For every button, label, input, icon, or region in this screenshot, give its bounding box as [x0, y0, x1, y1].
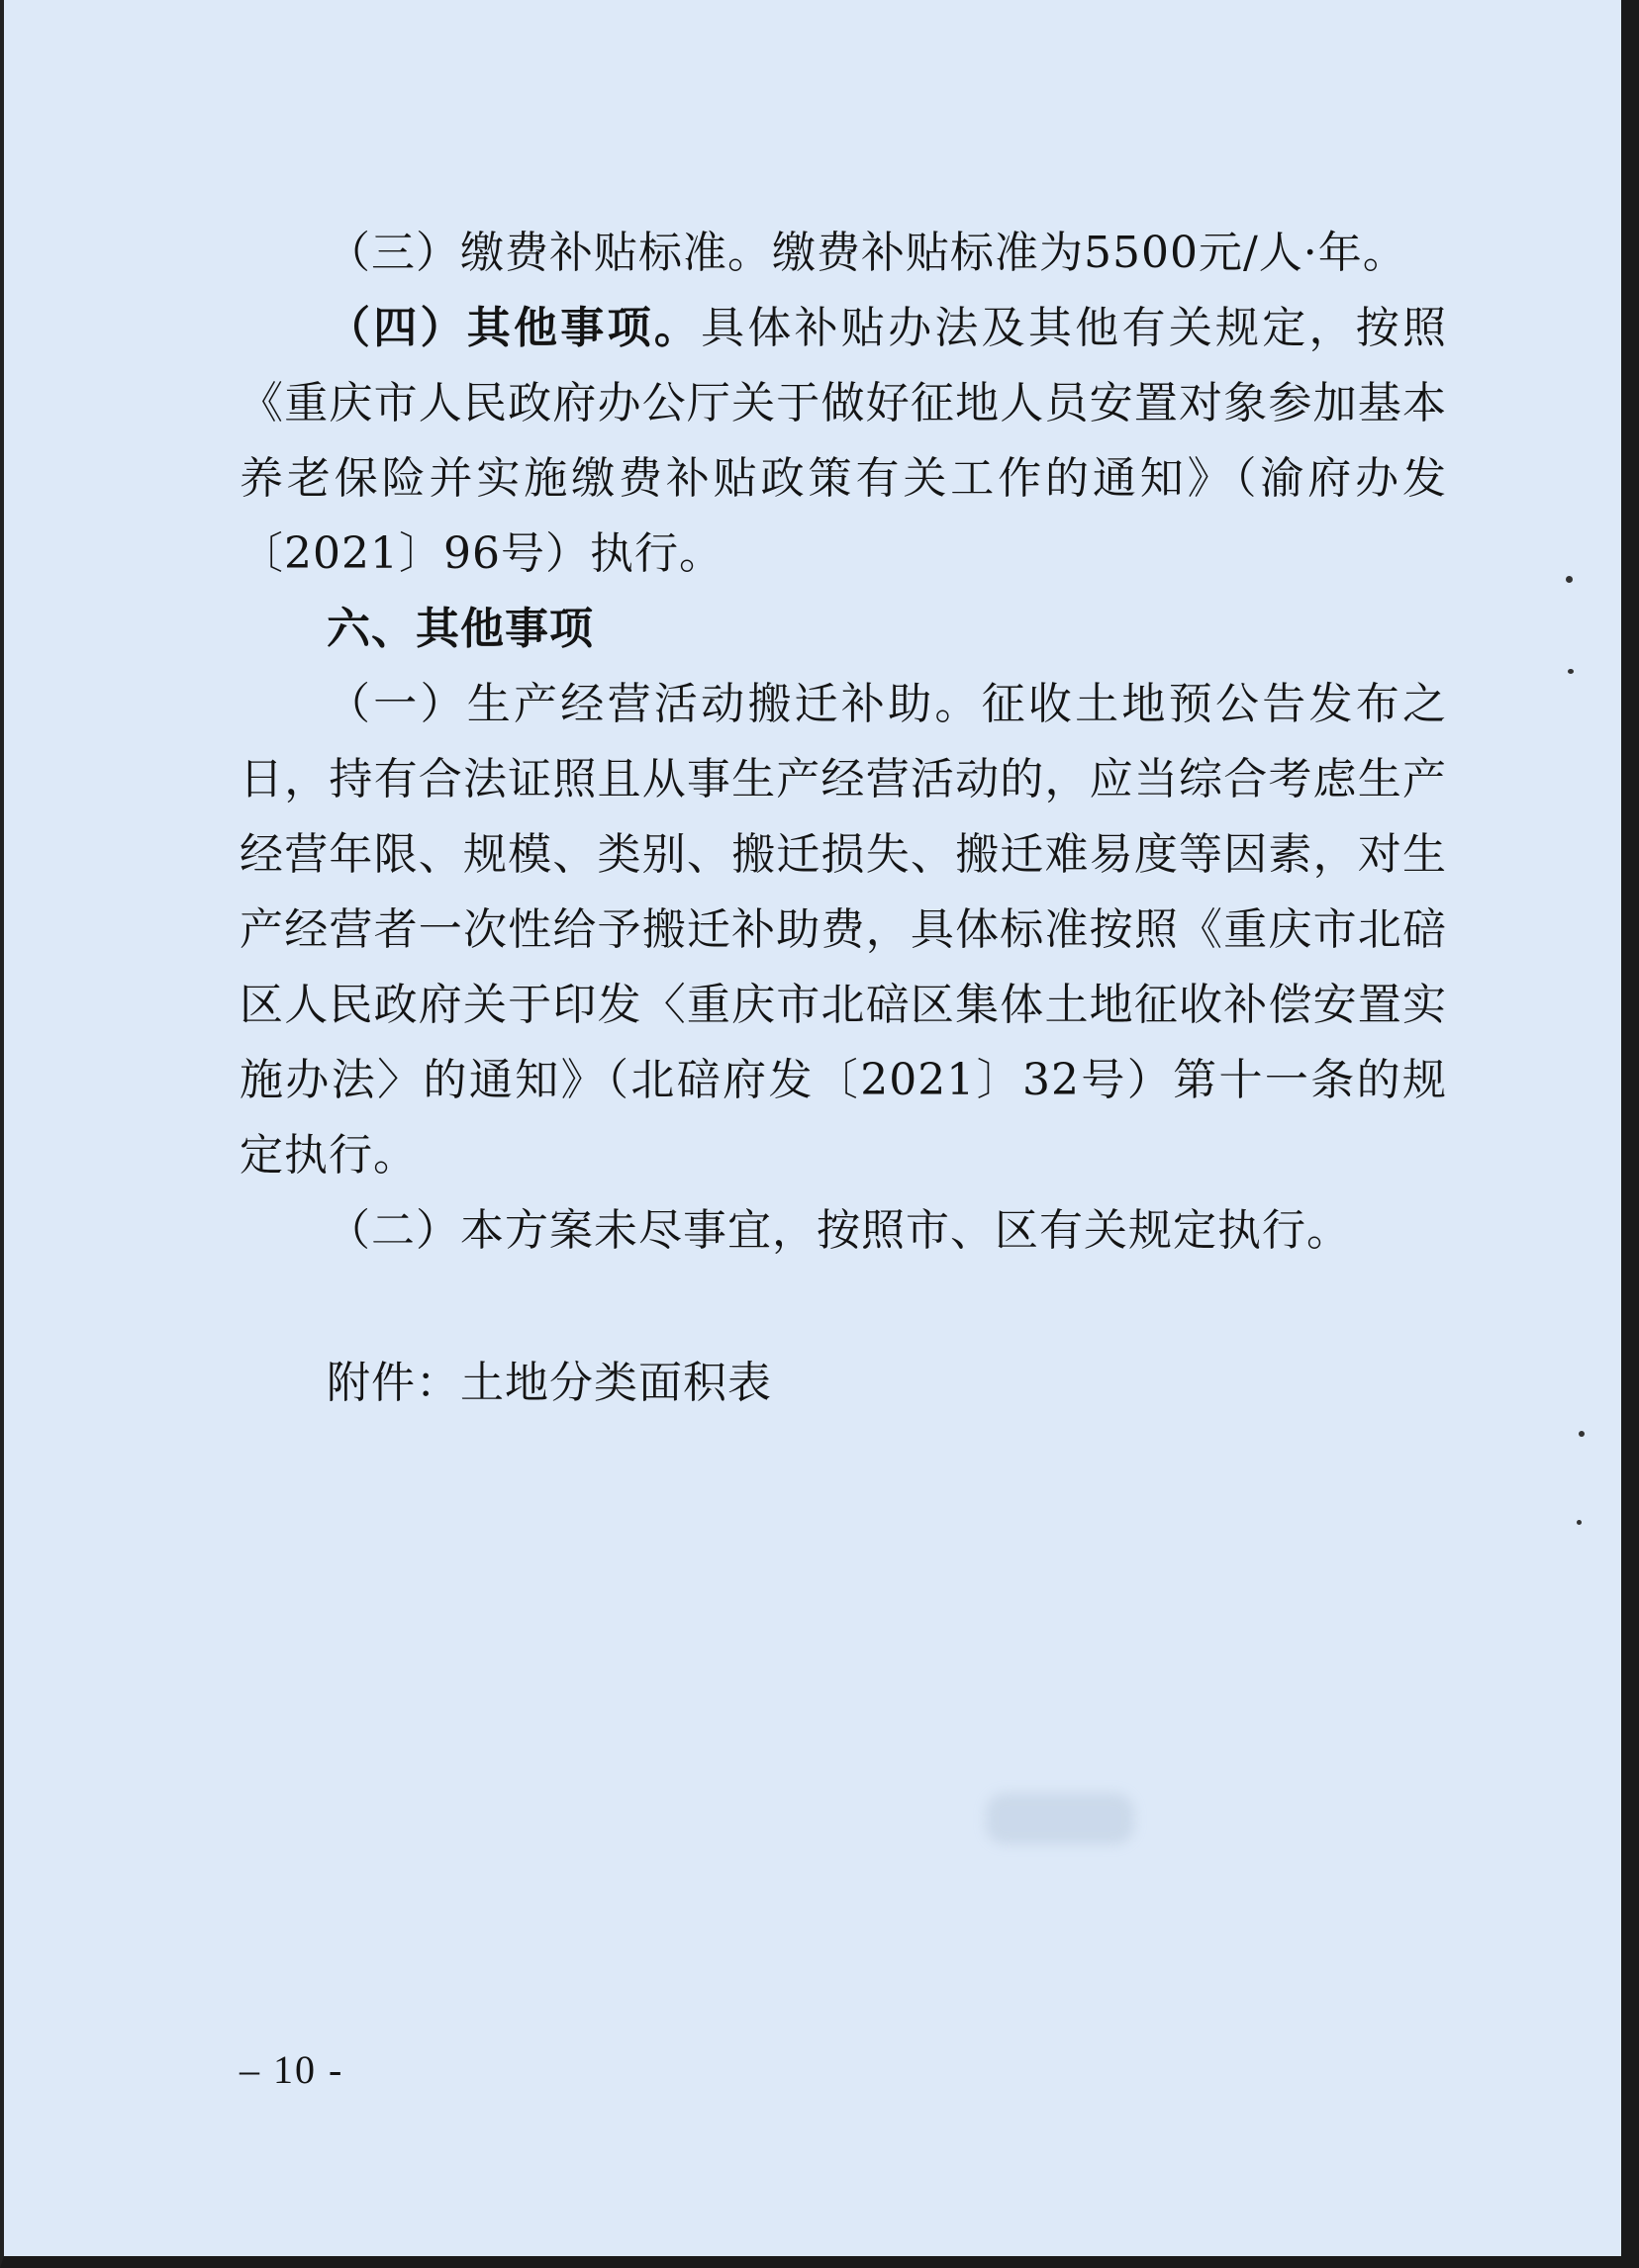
paragraph-subsidy-standard — [240, 216, 1447, 291]
page-number: – 10 - — [240, 2047, 344, 2092]
scan-speck — [1579, 1431, 1585, 1437]
document-body — [240, 216, 1447, 1421]
scan-smudge — [986, 1793, 1134, 1844]
paragraph-lead: （四）其他事项。 — [327, 303, 702, 353]
attachment-line: 附件：土地分类面积表 — [327, 1358, 772, 1408]
paragraph-relocation-subsidy: （一）生产经营活动搬迁补助。征收土地预公告发布之日，持有合法证照且从事生产经营活动的，应当综合考虑生产经营年限、规模、类别、搬迁损失、搬迁难易度等因素，对生产经营者一次性给予搬迁补助费，具体标准按照《重庆市北碚区人民政府关于印发〈重庆市北碚区集体土地征收补偿安置实施办法〉的通知》（北碚府发〔2021〕32号）第十一条的规定执行。 — [240, 679, 1447, 1181]
scan-speck — [1577, 1520, 1582, 1525]
scan-speck — [1566, 576, 1573, 583]
paragraph-other-matters — [240, 291, 1447, 592]
paragraph-lead: （三） — [327, 228, 460, 278]
section-heading: 六、其他事项 — [327, 604, 594, 654]
scan-speck — [1568, 669, 1574, 674]
paragraph-unaddressed-matters: （二）本方案未尽事宜，按照市、区有关规定执行。 — [327, 1205, 1351, 1256]
paragraph-text: 具体补贴办法及其他有关规定，按照《重庆市人民政府办公厅关于做好征地人员安置对象参加基本养老保险并实施缴费补贴政策有关工作的通知》（渝府办发〔2021〕96号）执行。 — [240, 303, 1448, 579]
paragraph-text: 缴费补贴标准。缴费补贴标准为5500元/人·年。 — [460, 228, 1407, 278]
